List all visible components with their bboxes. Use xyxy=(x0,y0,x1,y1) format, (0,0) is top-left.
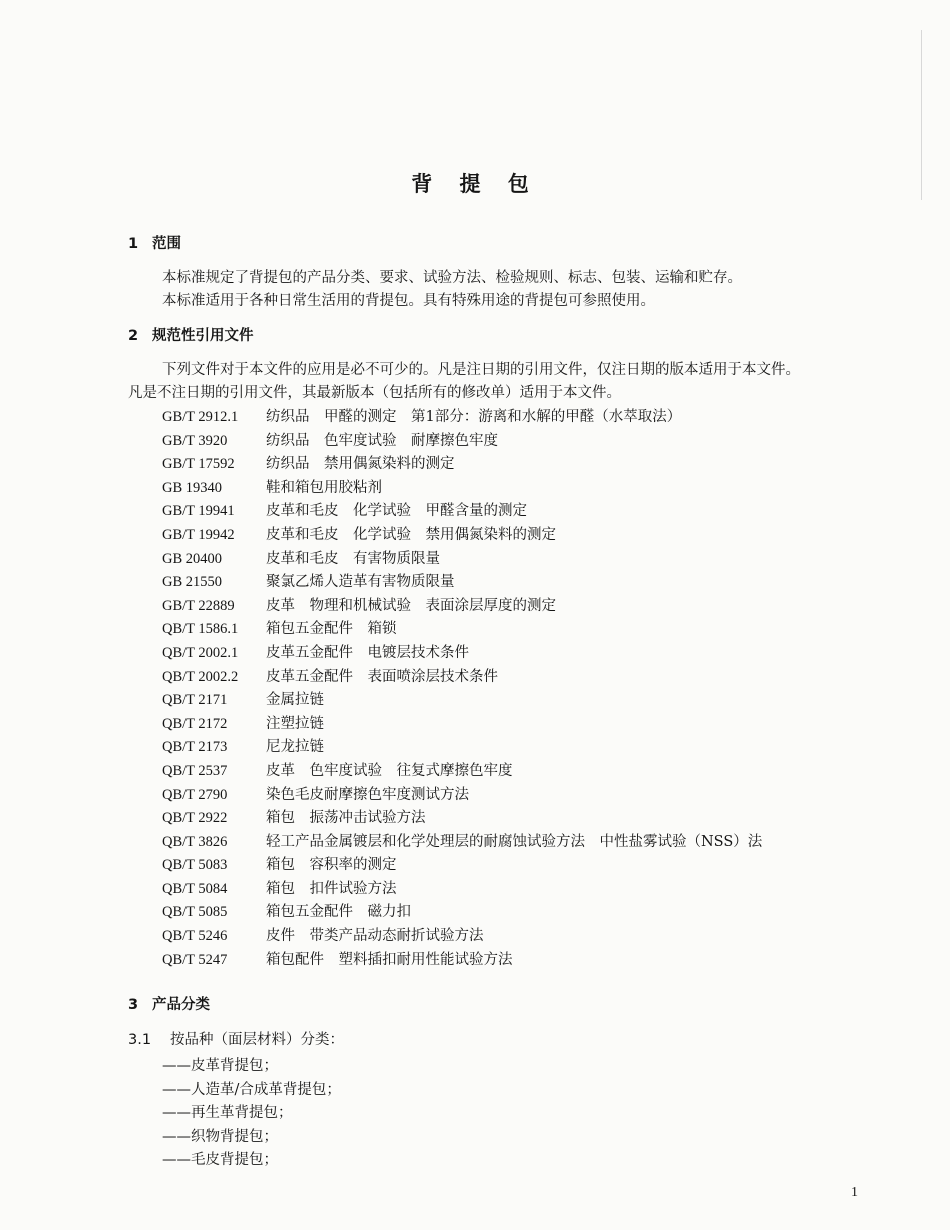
reference-code: QB/T 5084 xyxy=(162,880,228,897)
subsection-3-1-heading xyxy=(128,1028,344,1049)
section-title: 产品分类 xyxy=(152,997,210,1013)
reference-title: 箱包 容积率的测定 xyxy=(266,857,397,874)
reference-code: GB/T 2912.1 xyxy=(162,409,239,425)
reference-title: 染色毛皮耐摩擦色牢度测试方法 xyxy=(266,786,469,803)
reference-item xyxy=(162,617,762,641)
reference-code: GB 21550 xyxy=(162,574,223,591)
reference-title: 纺织品 甲醛的测定 第1部分：游离和水解的甲醛（水萃取法） xyxy=(266,409,682,425)
reference-title: 皮革 色牢度试验 往复式摩擦色牢度 xyxy=(266,762,513,779)
normative-references-list xyxy=(162,405,762,971)
subsection-title: 按品种（面层材料）分类： xyxy=(170,1032,344,1048)
category-item: ——皮革背提包； xyxy=(162,1058,278,1074)
reference-title: 金属拉链 xyxy=(266,692,324,709)
reference-title: 皮革和毛皮 有害物质限量 xyxy=(266,550,440,567)
reference-title: 箱包 振荡冲击试验方法 xyxy=(266,810,426,827)
reference-code: QB/T 2922 xyxy=(162,810,228,827)
reference-code: QB/T 5083 xyxy=(162,857,228,874)
references-paragraph-2: 凡是不注日期的引用文件，其最新版本（包括所有的修改单）适用于本文件。 xyxy=(128,385,621,401)
reference-code: QB/T 2002.1 xyxy=(162,644,239,661)
reference-item xyxy=(162,570,762,594)
reference-title: 纺织品 禁用偶氮染料的测定 xyxy=(266,456,455,473)
reference-code: GB/T 19942 xyxy=(162,526,235,543)
subsection-number: 3.1 xyxy=(128,1032,152,1048)
category-list xyxy=(162,1054,341,1172)
reference-title: 箱包五金配件 箱锁 xyxy=(266,621,397,638)
reference-title: 皮革五金配件 表面喷涂层技术条件 xyxy=(266,668,498,685)
reference-item xyxy=(162,712,762,736)
scope-paragraph-2: 本标准适用于各种日常生活用的背提包。具有特殊用途的背提包可参照使用。 xyxy=(162,293,655,309)
reference-item xyxy=(162,523,762,547)
reference-item xyxy=(162,476,762,500)
category-item: ——人造革/合成革背提包； xyxy=(162,1081,341,1098)
reference-title: 箱包配件 塑料插扣耐用性能试验方法 xyxy=(266,951,513,968)
reference-item xyxy=(162,924,762,948)
reference-item xyxy=(162,641,762,665)
reference-item xyxy=(162,783,762,807)
category-item: ——织物背提包； xyxy=(162,1128,278,1145)
document-title: 背 提 包 xyxy=(411,172,539,196)
reference-title: 轻工产品金属镀层和化学处理层的耐腐蚀试验方法 中性盐雾试验（NSS）法 xyxy=(266,833,763,850)
reference-item xyxy=(162,735,762,759)
reference-code: QB/T 2172 xyxy=(162,715,228,732)
reference-item xyxy=(162,499,762,523)
section-2-heading xyxy=(128,324,254,345)
reference-code: QB/T 2790 xyxy=(162,786,228,803)
reference-title: 鞋和箱包用胶粘剂 xyxy=(266,479,382,496)
section-number: 1 xyxy=(128,236,139,252)
page-number: 1 xyxy=(851,1185,858,1200)
reference-item xyxy=(162,688,762,712)
section-1-heading xyxy=(128,232,181,253)
reference-code: QB/T 1586.1 xyxy=(162,621,239,638)
reference-code: QB/T 3826 xyxy=(162,833,228,850)
scope-paragraph-1: 本标准规定了背提包的产品分类、要求、试验方法、检验规则、标志、包装、运输和贮存。 xyxy=(162,270,742,286)
reference-item xyxy=(162,452,762,476)
section-title: 规范性引用文件 xyxy=(152,328,254,344)
reference-item xyxy=(162,900,762,924)
reference-item xyxy=(162,806,762,830)
reference-code: GB/T 17592 xyxy=(162,456,235,473)
category-item: ——再生革背提包； xyxy=(162,1105,293,1121)
reference-title: 聚氯乙烯人造革有害物质限量 xyxy=(266,574,455,591)
reference-code: QB/T 5246 xyxy=(162,928,228,945)
reference-item xyxy=(162,665,762,689)
reference-item xyxy=(162,759,762,783)
reference-code: GB/T 3920 xyxy=(162,432,228,449)
reference-code: GB/T 22889 xyxy=(162,597,235,614)
reference-item xyxy=(162,948,762,972)
reference-title: 箱包五金配件 磁力扣 xyxy=(266,904,411,921)
reference-item xyxy=(162,853,762,877)
reference-code: QB/T 2002.2 xyxy=(162,668,239,685)
section-number: 2 xyxy=(128,328,139,344)
references-paragraph-1: 下列文件对于本文件的应用是必不可少的。凡是注日期的引用文件，仅注日期的版本适用于本文件。 xyxy=(162,362,800,378)
reference-code: QB/T 2537 xyxy=(162,762,228,779)
reference-code: QB/T 2173 xyxy=(162,739,228,756)
reference-item xyxy=(162,429,762,453)
reference-code: GB/T 19941 xyxy=(162,503,235,520)
reference-code: QB/T 2171 xyxy=(162,692,228,709)
reference-title: 箱包 扣件试验方法 xyxy=(266,880,397,897)
section-number: 3 xyxy=(128,997,139,1013)
reference-code: QB/T 5247 xyxy=(162,951,228,968)
reference-title: 纺织品 色牢度试验 耐摩擦色牢度 xyxy=(266,432,498,449)
reference-item xyxy=(162,594,762,618)
reference-title: 皮件 带类产品动态耐折试验方法 xyxy=(266,928,484,945)
reference-title: 皮革和毛皮 化学试验 甲醛含量的测定 xyxy=(266,503,527,520)
reference-code: GB 19340 xyxy=(162,479,223,496)
reference-title: 皮革 物理和机械试验 表面涂层厚度的测定 xyxy=(266,597,556,614)
reference-title: 注塑拉链 xyxy=(266,715,324,732)
reference-code: QB/T 5085 xyxy=(162,904,228,921)
section-title: 范围 xyxy=(152,236,181,252)
section-3-heading xyxy=(128,993,210,1014)
reference-item xyxy=(162,405,762,429)
reference-item xyxy=(162,547,762,571)
reference-item xyxy=(162,877,762,901)
category-item: ——毛皮背提包； xyxy=(162,1152,278,1168)
reference-title: 皮革和毛皮 化学试验 禁用偶氮染料的测定 xyxy=(266,526,556,543)
reference-item xyxy=(162,830,762,854)
reference-title: 尼龙拉链 xyxy=(266,739,324,756)
reference-title: 皮革五金配件 电镀层技术条件 xyxy=(266,644,469,661)
reference-code: GB 20400 xyxy=(162,550,223,567)
